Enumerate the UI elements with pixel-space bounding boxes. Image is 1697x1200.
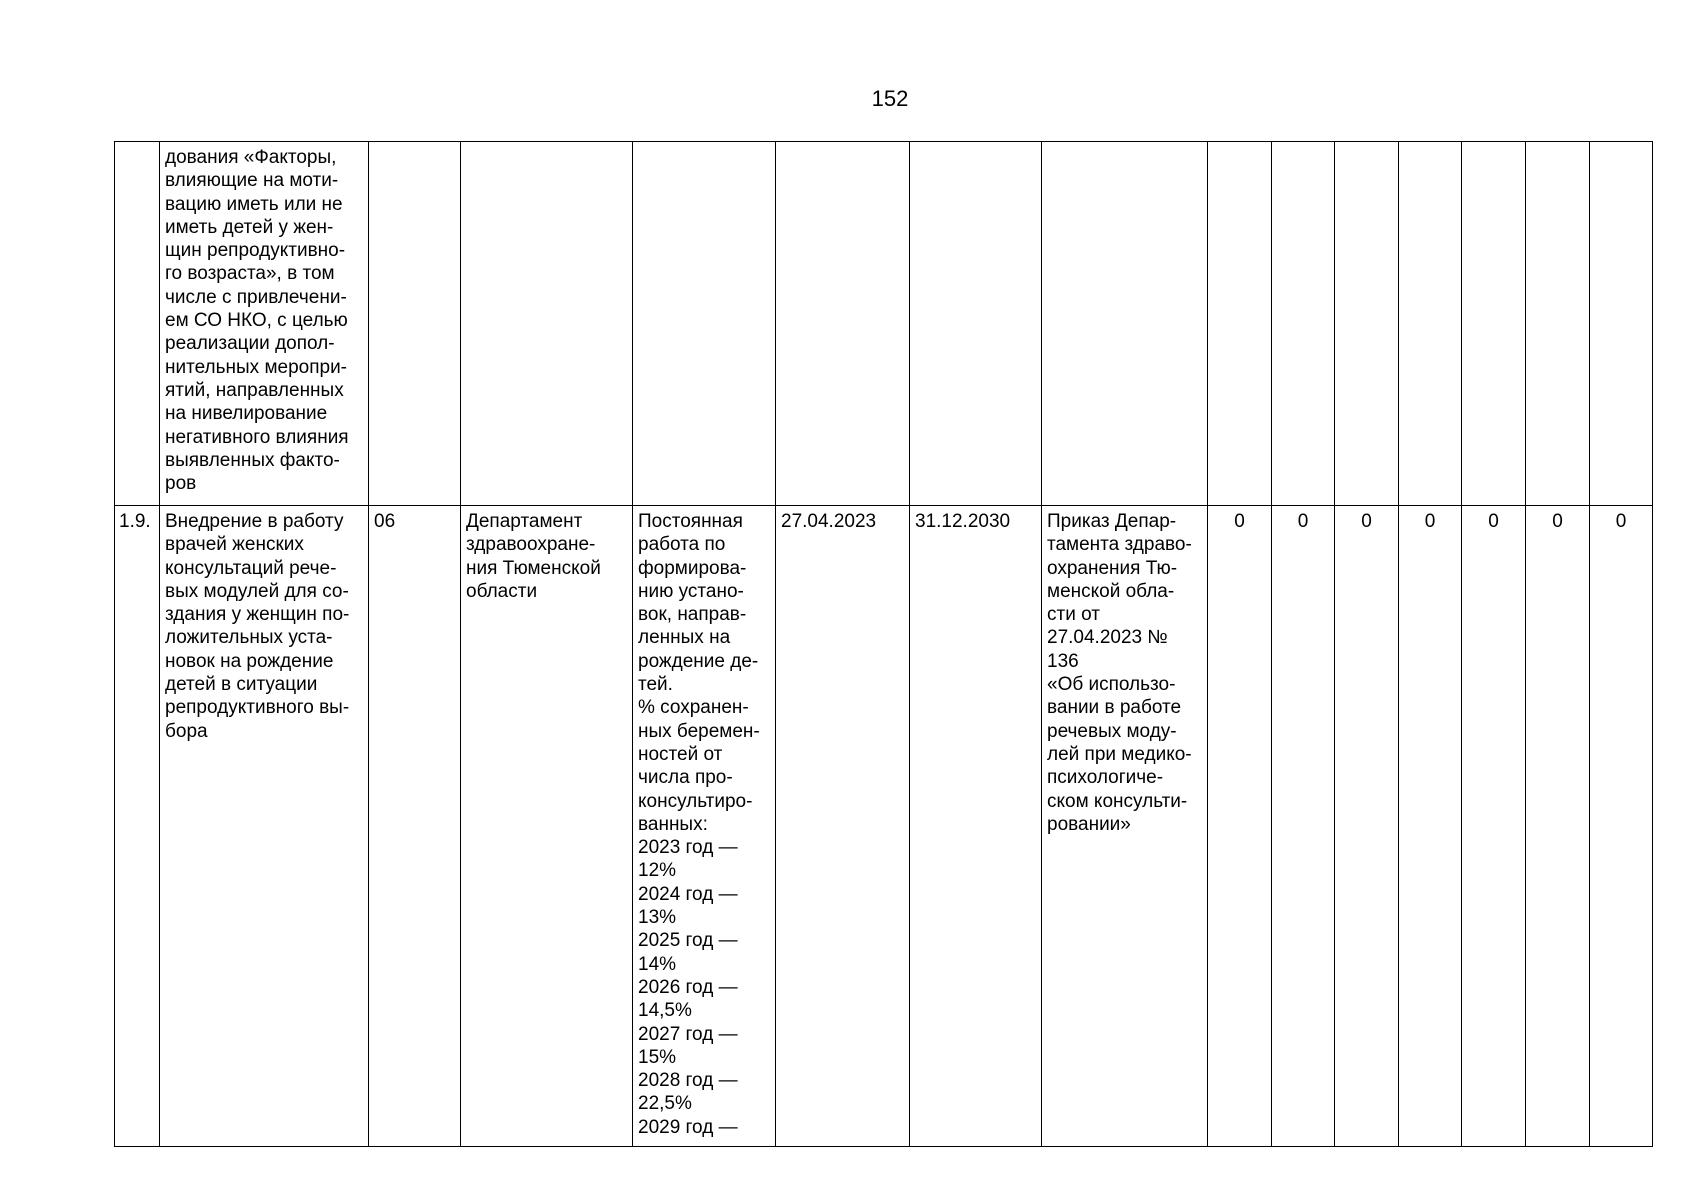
document-cell: Приказ Депар- тамента здраво- охранения Тю- менской обла- сти от 27.04.2023 № 136 «Об использо- вании в работе речевых моду- лей при медико- психологиче- ском консульти- ровании» [1042,506,1208,1147]
executor-cell [461,142,633,506]
table-row [115,506,1653,1147]
start-date-cell: 27.04.2023 [776,506,910,1147]
end-date-cell: 31.12.2030 [910,506,1042,1147]
program-measures-table [114,141,1653,1147]
value-cell [1462,142,1526,506]
value-cell: 0 [1272,506,1335,1147]
table-row [115,142,1653,506]
page-number: 152 [871,86,909,111]
executor-cell: Департамент здравоохране- ния Тюменской области [461,506,633,1147]
start-date-cell [776,142,910,506]
code-cell [369,142,461,506]
end-date-cell [910,142,1042,506]
value-cell: 0 [1399,506,1462,1147]
value-cell [1208,142,1272,506]
row-index-cell [115,142,160,506]
value-cell: 0 [1526,506,1590,1147]
value-cell: 0 [1462,506,1526,1147]
measure-cell: Внедрение в работу врачей женских консультаций рече- вых модулей для со- здания у женщин по- ложительных уста- новок на рождение детей в ситуации репродуктивного вы- бора [160,506,369,1147]
value-cell [1590,142,1653,506]
result-cell: Постоянная работа по формирова- нию устано- вок, направ- ленных на рождение де- тей. % сохранен- ных беремен- ностей от числа про- консультиро- ванных: 2023 год — 12% 2024 год — 13% 2025 год — 14% 2026 год — 14,5% 2027 год — 15% 2028 год — 22,5% 2029 год — [633,506,776,1147]
value-cell [1399,142,1462,506]
row-index-cell: 1.9. [115,506,160,1147]
value-cell: 0 [1208,506,1272,1147]
code-cell: 06 [369,506,461,1147]
result-cell [633,142,776,506]
value-cell: 0 [1590,506,1653,1147]
value-cell: 0 [1335,506,1399,1147]
value-cell [1526,142,1590,506]
document-cell [1042,142,1208,506]
value-cell [1272,142,1335,506]
value-cell [1335,142,1399,506]
measure-cell: дования «Факторы, влияющие на моти- вацию иметь или не иметь детей у жен- щин репродуктивно- го возраста», в том числе с привлечени- ем СО НКО, с целью реализации допол- нительных меропри- ятий, направленных на нивелирование негативного влияния выявленных факто- ров [160,142,369,506]
